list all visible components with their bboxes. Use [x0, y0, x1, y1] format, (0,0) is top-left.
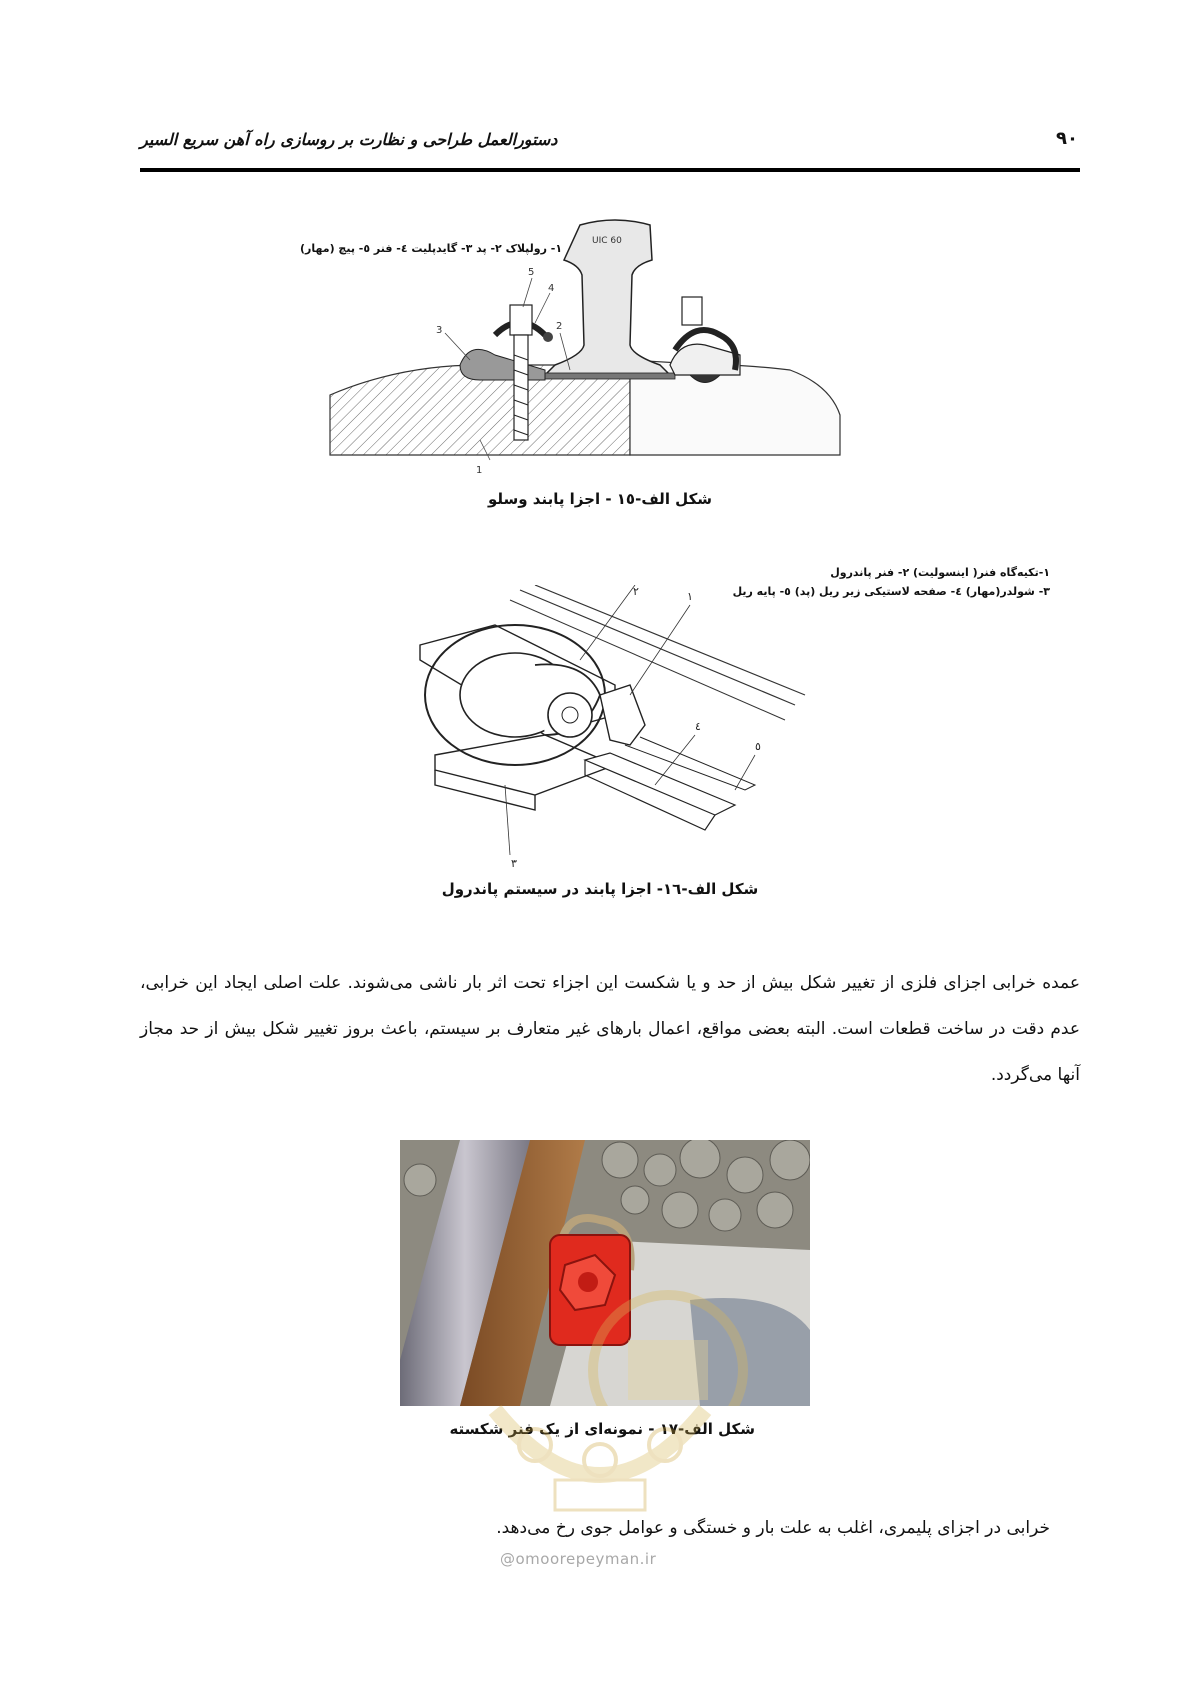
callout-4: 4	[548, 283, 555, 294]
callout-4-pandrol: ٤	[695, 720, 701, 733]
watermark-url: @omoorepeyman.ir	[500, 1550, 657, 1568]
paragraph-metal-failure: عمده خرابی اجزای فلزی از تغییر شکل بیش از حد و یا شکست این اجزاء تحت اثر بار ناشی می‌شوند. علت اصلی ایجاد این خرابی، عدم دقت در ساخت قطعات است. البته بعضی مواقع، اعمال بارهای غیر متعارف بر سیستم، باعث بروز تغییر شکل بیش از حد مجاز آنها می‌گردد.	[140, 973, 1080, 1085]
paragraph-polymer-failure: خرابی در اجزای پلیمری، اغلب به علت بار و خستگی و عوامل جوی رخ می‌دهد.	[496, 1518, 1050, 1538]
header-rule	[140, 168, 1080, 172]
figure16-legend-line2: ۳- شولدر(مهار) ٤- صفحه لاستیکی زیر ریل (پد) ٥- پایه ریل	[732, 585, 1050, 598]
callout-2: 2	[556, 321, 563, 332]
at-icon: @	[500, 1550, 516, 1568]
callout-5: 5	[528, 267, 535, 278]
callout-2-pandrol: ۲	[633, 585, 639, 598]
pandrol-fastening-drawing	[415, 585, 815, 870]
callout-1-pandrol: ۱	[687, 590, 693, 603]
seal-watermark	[485, 1400, 715, 1520]
callout-5-pandrol: ٥	[755, 740, 761, 753]
callout-3-pandrol: ۳	[511, 857, 517, 870]
callout-1: 1	[476, 465, 483, 476]
figure16-caption: شکل الف-۱٦- اجزا پابند در سیستم پاندرول	[441, 880, 759, 898]
figure15-legend: ۱- رولپلاک ۲- پد ۳- گایدپلیت ٤- فنر ٥- پیچ (مهار)	[300, 242, 563, 255]
callout-3: 3	[436, 325, 443, 336]
header-title: دستورالعمل طراحی و نظارت بر روسازی راه آهن سریع السیر	[140, 130, 558, 149]
rail-marking: UIC 60	[592, 236, 622, 246]
figure16-legend-line1: ۱-تکیه‌گاه فنر( اینسولیت) ۲- فنر پاندرول	[830, 566, 1050, 579]
figure15-caption: شکل الف-۱٥ - اجزا پابند وسلو	[487, 490, 713, 508]
broken-spring-photo	[400, 1140, 810, 1406]
page-number: ۹۰	[1056, 128, 1078, 149]
figure17-caption: شکل الف-۱۷ - نمونه‌ای از یک فنر شکسته	[449, 1420, 755, 1438]
vossloh-fastening-drawing	[320, 215, 910, 480]
